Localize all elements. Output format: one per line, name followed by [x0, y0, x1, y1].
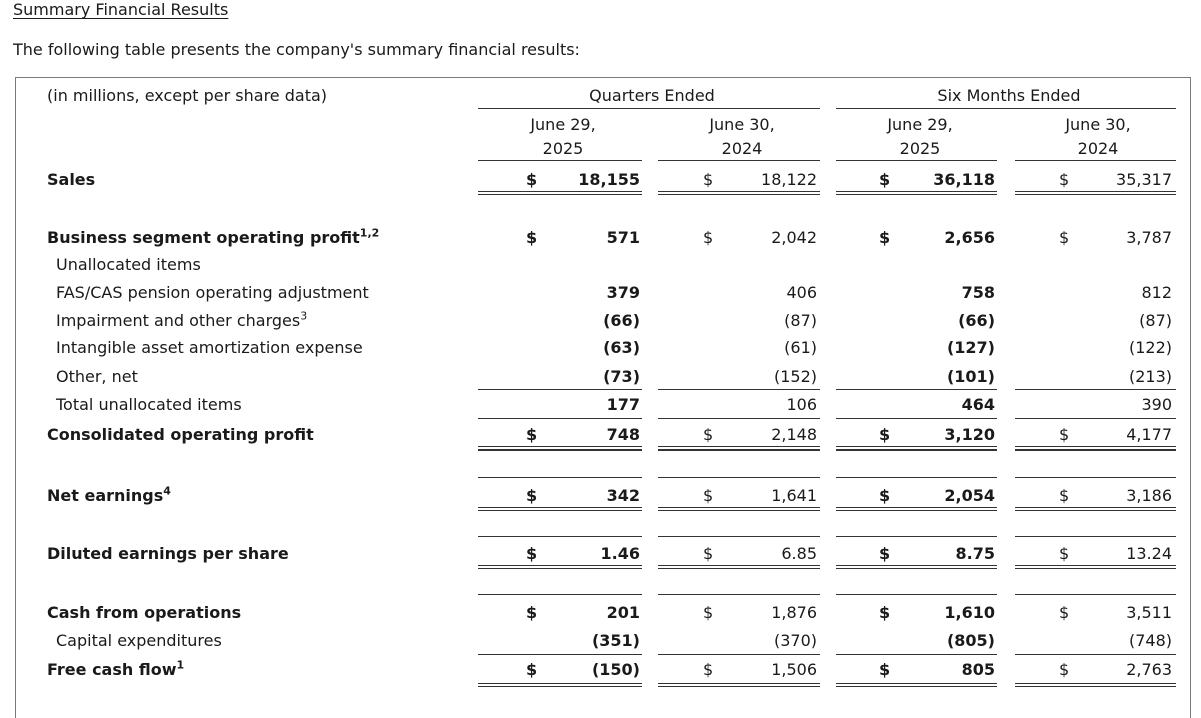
table-cell: 36,118 — [933, 170, 995, 189]
row-label-text: Business segment operating profit — [47, 228, 360, 247]
currency-symbol: $ — [526, 660, 538, 679]
total-rule — [478, 568, 642, 569]
total-rule — [478, 510, 642, 511]
currency-symbol: $ — [703, 486, 714, 505]
table-cell: 342 — [606, 486, 640, 505]
total-rule — [836, 594, 997, 595]
row-label-text: FAS/CAS pension operating adjustment — [56, 283, 369, 302]
total-rule — [478, 507, 642, 508]
table-cell: 571 — [606, 228, 640, 247]
total-rule — [836, 536, 997, 537]
row-label-text: Net earnings — [47, 486, 164, 505]
row-label — [56, 395, 242, 415]
table-cell: 464 — [961, 395, 995, 414]
table-cell: 390 — [1141, 395, 1172, 414]
total-rule — [1015, 654, 1176, 655]
table-cell: 2,148 — [771, 425, 817, 444]
footnote-marker: 1,2 — [359, 226, 380, 240]
table-cell: (127) — [946, 338, 995, 357]
table-cell: 18,155 — [578, 170, 640, 189]
total-rule — [658, 418, 820, 419]
total-rule — [1015, 446, 1176, 447]
table-cell: 805 — [961, 660, 995, 679]
currency-symbol: $ — [703, 603, 714, 622]
row-label — [47, 486, 171, 506]
footnote-marker: 3 — [300, 309, 308, 323]
table-cell: 3,186 — [1126, 486, 1172, 505]
table-cell: 2,054 — [944, 486, 995, 505]
column-header-rule — [1015, 160, 1176, 161]
row-label — [47, 425, 314, 445]
total-rule — [1015, 450, 1176, 451]
row-label-text: Capital expenditures — [56, 631, 222, 650]
table-cell: (101) — [946, 367, 995, 386]
total-rule — [478, 536, 642, 537]
table-cell: 35,317 — [1116, 170, 1172, 189]
total-rule — [478, 683, 642, 684]
total-rule — [836, 565, 997, 566]
table-cell: (73) — [603, 367, 640, 386]
currency-symbol: $ — [526, 425, 538, 444]
currency-symbol: $ — [1059, 660, 1070, 679]
total-rule — [658, 507, 820, 508]
row-label — [56, 255, 201, 275]
currency-symbol: $ — [1059, 425, 1070, 444]
total-rule — [478, 594, 642, 595]
row-label — [47, 228, 379, 248]
column-header-rule — [836, 160, 997, 161]
currency-symbol: $ — [879, 486, 891, 505]
footnote-marker: 4 — [163, 484, 171, 498]
group-header-rule — [478, 108, 820, 109]
total-rule — [658, 568, 820, 569]
column-header-date: June 30, — [709, 115, 775, 134]
table-cell: 406 — [786, 283, 817, 302]
table-cell: 3,511 — [1126, 603, 1172, 622]
total-rule — [478, 446, 642, 447]
currency-symbol: $ — [703, 425, 714, 444]
currency-symbol: $ — [526, 486, 538, 505]
currency-symbol: $ — [1059, 486, 1070, 505]
total-rule — [836, 683, 997, 684]
table-cell: (87) — [1139, 311, 1172, 330]
total-rule — [1015, 389, 1176, 390]
total-rule — [1015, 194, 1176, 195]
total-rule — [478, 477, 642, 478]
table-cell: 1,506 — [771, 660, 817, 679]
total-rule — [658, 510, 820, 511]
row-label-text: Total unallocated items — [56, 395, 242, 414]
table-cell: 201 — [606, 603, 640, 622]
row-label-text: Cash from operations — [47, 603, 242, 622]
currency-symbol: $ — [703, 170, 714, 189]
table-cell: (152) — [773, 367, 817, 386]
total-rule — [658, 565, 820, 566]
currency-symbol: $ — [703, 228, 714, 247]
total-rule — [658, 683, 820, 684]
total-rule — [1015, 594, 1176, 595]
table-cell: (66) — [958, 311, 995, 330]
total-rule — [836, 446, 997, 447]
table-cell: (122) — [1128, 338, 1172, 357]
column-header-rule — [478, 160, 642, 161]
row-label — [47, 170, 95, 190]
total-rule — [1015, 683, 1176, 684]
total-rule — [658, 686, 820, 687]
currency-symbol: $ — [526, 544, 538, 563]
table-cell: 748 — [606, 425, 640, 444]
table-cell: (61) — [784, 338, 817, 357]
table-cell: 1,641 — [771, 486, 817, 505]
total-rule — [658, 450, 820, 451]
total-rule — [1015, 536, 1176, 537]
currency-symbol: $ — [526, 228, 538, 247]
total-rule — [836, 450, 997, 451]
table-cell: 1.46 — [600, 544, 640, 563]
table-cell: 2,656 — [944, 228, 995, 247]
column-header-date: June 29, — [530, 115, 596, 134]
table-cell: 3,787 — [1126, 228, 1172, 247]
row-label-text: Intangible asset amortization expense — [56, 338, 363, 357]
currency-symbol: $ — [1059, 228, 1070, 247]
column-header-rule — [658, 160, 820, 161]
total-rule — [658, 191, 820, 192]
row-label — [56, 367, 138, 387]
currency-symbol: $ — [1059, 170, 1070, 189]
total-rule — [658, 446, 820, 447]
currency-symbol: $ — [1059, 544, 1070, 563]
row-label-text: Free cash flow — [47, 660, 177, 679]
table-cell: 758 — [961, 283, 995, 302]
table-cell: (66) — [603, 311, 640, 330]
total-rule — [658, 194, 820, 195]
total-rule — [658, 594, 820, 595]
row-label — [47, 544, 289, 564]
column-header-year: 2025 — [899, 139, 941, 158]
total-rule — [658, 654, 820, 655]
page-heading: Summary Financial Results — [13, 0, 229, 19]
row-label-text: Diluted earnings per share — [47, 544, 289, 563]
table-cell: 2,042 — [771, 228, 817, 247]
currency-symbol: $ — [879, 425, 891, 444]
total-rule — [836, 477, 997, 478]
currency-symbol: $ — [879, 544, 891, 563]
total-rule — [1015, 477, 1176, 478]
row-label-text: Sales — [47, 170, 96, 189]
table-cell: (87) — [784, 311, 817, 330]
total-rule — [658, 536, 820, 537]
currency-symbol: $ — [879, 660, 891, 679]
total-rule — [478, 389, 642, 390]
total-rule — [478, 450, 642, 451]
total-rule — [836, 194, 997, 195]
total-rule — [478, 654, 642, 655]
total-rule — [1015, 686, 1176, 687]
currency-symbol: $ — [879, 603, 891, 622]
total-rule — [836, 191, 997, 192]
column-header-year: 2024 — [721, 139, 763, 158]
total-rule — [836, 654, 997, 655]
total-rule — [478, 418, 642, 419]
group-header-rule — [836, 108, 1176, 109]
currency-symbol: $ — [526, 170, 538, 189]
column-header-date: June 30, — [1065, 115, 1131, 134]
currency-symbol: $ — [703, 660, 714, 679]
table-cell: 106 — [786, 395, 817, 414]
table-cell: 4,177 — [1126, 425, 1172, 444]
total-rule — [658, 477, 820, 478]
row-label — [56, 338, 363, 358]
table-cell: (370) — [773, 631, 817, 650]
table-cell: 18,122 — [761, 170, 817, 189]
column-header-date: June 29, — [887, 115, 953, 134]
currency-symbol: $ — [879, 228, 891, 247]
row-label-text: Unallocated items — [56, 255, 201, 274]
row-label — [56, 283, 369, 303]
currency-symbol: $ — [1059, 603, 1070, 622]
table-cell: (748) — [1128, 631, 1172, 650]
total-rule — [478, 686, 642, 687]
row-label — [56, 311, 307, 331]
currency-symbol: $ — [526, 603, 538, 622]
table-cell: 379 — [606, 283, 640, 302]
table-cell: 13.24 — [1126, 544, 1172, 563]
total-rule — [1015, 418, 1176, 419]
group-header: Quarters Ended — [589, 86, 715, 105]
total-rule — [836, 418, 997, 419]
total-rule — [836, 686, 997, 687]
table-cell: 177 — [606, 395, 640, 414]
table-cell: (150) — [591, 660, 640, 679]
total-rule — [1015, 507, 1176, 508]
total-rule — [1015, 191, 1176, 192]
row-label — [56, 631, 222, 651]
table-cell: (213) — [1128, 367, 1172, 386]
currency-symbol: $ — [703, 544, 714, 563]
footnote-marker: 1 — [176, 658, 185, 672]
table-cell: 2,763 — [1126, 660, 1172, 679]
row-label — [47, 660, 184, 680]
table-cell: 8.75 — [955, 544, 995, 563]
table-cell: (805) — [946, 631, 995, 650]
total-rule — [836, 507, 997, 508]
total-rule — [836, 510, 997, 511]
column-header-year: 2024 — [1077, 139, 1119, 158]
row-label-text: Consolidated operating profit — [47, 425, 314, 444]
row-label-text: Other, net — [56, 367, 138, 386]
table-cell: 812 — [1141, 283, 1172, 302]
total-rule — [836, 389, 997, 390]
table-cell: 1,610 — [944, 603, 995, 622]
total-rule — [478, 194, 642, 195]
total-rule — [1015, 568, 1176, 569]
units-note: (in millions, except per share data) — [47, 86, 328, 105]
intro-text: The following table presents the company's summary financial results: — [13, 40, 580, 59]
table-cell: (351) — [591, 631, 640, 650]
table-cell: 1,876 — [771, 603, 817, 622]
currency-symbol: $ — [879, 170, 891, 189]
row-label-text: Impairment and other charges — [56, 311, 301, 330]
row-label — [47, 603, 241, 623]
total-rule — [478, 191, 642, 192]
total-rule — [1015, 510, 1176, 511]
table-cell: 6.85 — [781, 544, 817, 563]
total-rule — [836, 568, 997, 569]
total-rule — [658, 389, 820, 390]
group-header: Six Months Ended — [937, 86, 1081, 105]
table-cell: 3,120 — [944, 425, 995, 444]
column-header-year: 2025 — [542, 139, 584, 158]
total-rule — [478, 565, 642, 566]
table-cell: (63) — [603, 338, 640, 357]
total-rule — [1015, 565, 1176, 566]
